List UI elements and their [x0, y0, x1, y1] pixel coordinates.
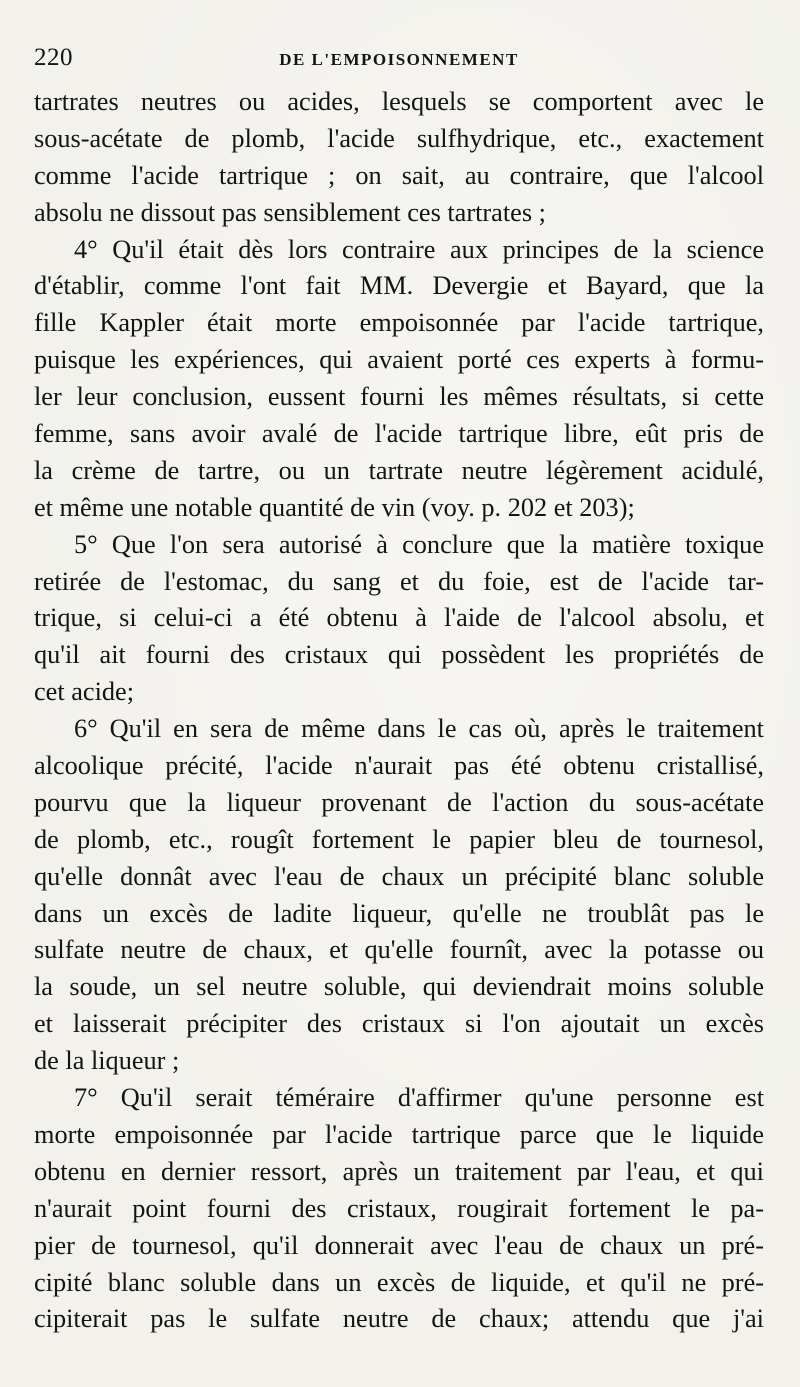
text-line: dans un excès de ladite liqueur, qu'elle ne troublât pas le [34, 898, 764, 928]
text-line: qu'elle donnât avec l'eau de chaux un précipité blanc soluble [34, 861, 764, 891]
text-line: de la liqueur ; [34, 1046, 180, 1076]
text-line: et laisserait précipiter des cristaux si l'on ajoutait un excès [34, 1009, 764, 1039]
text-line: tartrates neutres ou acides, lesquels se comportent avec le [34, 87, 764, 116]
text-line: 5° Que l'on sera autorisé à conclure que la matière toxique [74, 529, 764, 559]
running-head: DE L'EMPOISONNEMENT [279, 50, 519, 69]
text-line: femme, sans avoir avalé de l'acide tartrique libre, eût pris de [34, 419, 764, 449]
text-line: 7° Qu'il serait téméraire d'affirmer qu'une personne est [74, 1083, 764, 1113]
text-line: cipiterait pas le sulfate neutre de chaux; attendu que j'ai [34, 1304, 764, 1334]
text-line: pourvu que la liqueur provenant de l'action du sous-acétate [34, 787, 764, 817]
text-line: obtenu en dernier ressort, après un traitement par l'eau, et qui [34, 1156, 764, 1186]
text-line: et même une notable quantité de vin (voy. p. 202 et 203); [34, 492, 635, 522]
text-line: cipité blanc soluble dans un excès de liquide, et qu'il ne pré- [34, 1267, 764, 1297]
page-header [34, 44, 764, 74]
text-line: retirée de l'estomac, du sang et du foie, est de l'acide tar- [34, 566, 764, 596]
page-number: 220 [34, 44, 73, 71]
text-line: sulfate neutre de chaux, et qu'elle fournît, avec la potasse ou [34, 935, 764, 965]
text-line: alcoolique précité, l'acide n'aurait pas été obtenu cristallisé, [34, 751, 764, 781]
text-line: trique, si celui-ci a été obtenu à l'aide de l'alcool absolu, et [34, 603, 764, 633]
text-line: la crème de tartre, ou un tartrate neutre légèrement acidulé, [34, 455, 764, 485]
text-line: ler leur conclusion, eussent fourni les mêmes résultats, si cette [34, 382, 764, 412]
body-text [34, 84, 764, 1338]
text-line: absolu ne dissout pas sensiblement ces tartrates ; [34, 197, 546, 227]
text-line: de plomb, etc., rougît fortement le papier bleu de tournesol, [34, 824, 764, 854]
text-line: n'aurait point fourni des cristaux, rougirait fortement le pa- [34, 1193, 764, 1223]
text-line: cet acide; [34, 677, 135, 707]
text-line: comme l'acide tartrique ; on sait, au contraire, que l'alcool [34, 160, 764, 190]
text-line: puisque les expériences, qui avaient porté ces experts à formu- [34, 345, 764, 375]
text-line: qu'il ait fourni des cristaux qui possèdent les propriétés de [34, 640, 764, 670]
text-line: 6° Qu'il en sera de même dans le cas où, après le traitement [74, 714, 764, 744]
text-line: fille Kappler était morte empoisonnée par l'acide tartrique, [34, 308, 764, 338]
text-line: la soude, un sel neutre soluble, qui deviendrait moins soluble [34, 972, 764, 1002]
text-line: 4° Qu'il était dès lors contraire aux principes de la science [74, 234, 764, 264]
text-line: sous-acétate de plomb, l'acide sulfhydrique, etc., exactement [34, 123, 764, 153]
text-line: d'établir, comme l'ont fait MM. Devergie et Bayard, que la [34, 271, 764, 301]
text-line: morte empoisonnée par l'acide tartrique parce que le liquide [34, 1119, 764, 1149]
text-line: pier de tournesol, qu'il donnerait avec l'eau de chaux un pré- [34, 1230, 764, 1260]
